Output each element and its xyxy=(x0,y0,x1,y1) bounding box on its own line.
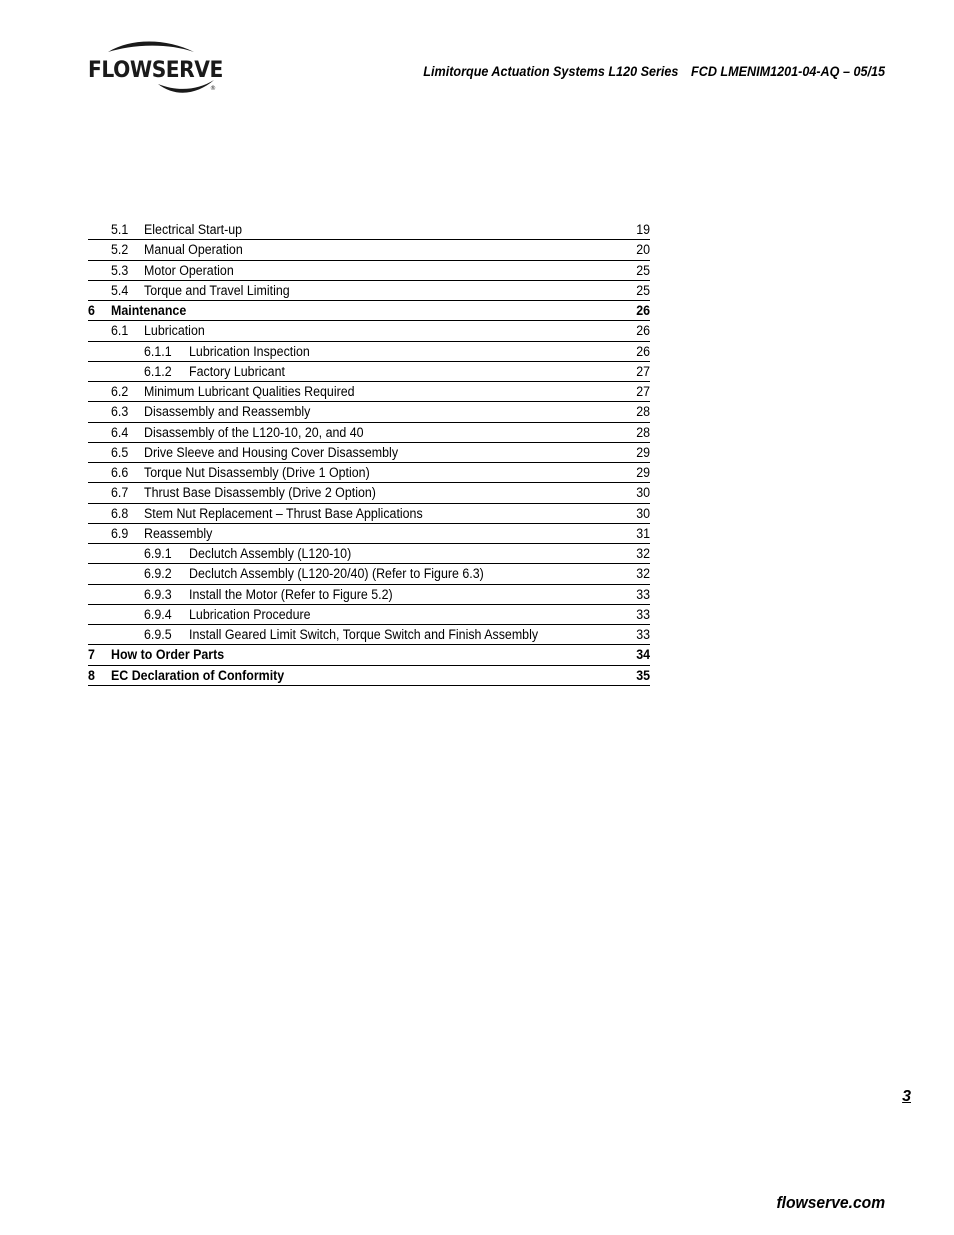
toc-entry-title-text: EC Declaration of Conformity xyxy=(111,667,285,683)
toc-entry[interactable] xyxy=(88,585,650,605)
toc-entry-page-text: 27 xyxy=(636,384,650,399)
toc-entry-num-text: 6.9.5 xyxy=(144,627,172,642)
toc-entry-num-text: 5.3 xyxy=(111,262,129,278)
toc-entry-title-text: Install the Motor (Refer to Figure 5.2) xyxy=(189,586,393,602)
toc-entry-page xyxy=(635,504,650,523)
toc-entry-num-text: 6.7 xyxy=(111,485,129,501)
toc-entry-page xyxy=(635,625,650,644)
toc-entry-title-text: Lubrication Procedure xyxy=(189,606,311,622)
toc-entry-page xyxy=(635,645,650,664)
toc-entry-page-text: 29 xyxy=(636,444,650,460)
page-number: 3 xyxy=(902,1088,911,1105)
toc-entry-title xyxy=(144,321,210,340)
toc-entry-page xyxy=(635,423,650,442)
toc-entry-page-text: 26 xyxy=(636,323,650,339)
toc-entry-page-text: 32 xyxy=(636,566,650,582)
toc-entry[interactable] xyxy=(88,220,650,240)
toc-entry-num xyxy=(111,382,130,401)
toc-entry-page-text: 34 xyxy=(636,647,650,663)
toc-entry-num xyxy=(111,240,130,259)
toc-entry-title-text: Disassembly of the L120-10, 20, and 40 xyxy=(144,424,364,440)
document-series-title: Limitorque Actuation Systems L120 Series xyxy=(423,63,679,79)
toc-entry-title-text: Torque and Travel Limiting xyxy=(144,282,290,298)
toc-entry-page-text: 28 xyxy=(636,424,650,440)
toc-entry-num-text: 5.2 xyxy=(111,242,129,258)
toc-entry-title xyxy=(144,220,251,239)
toc-entry-page-text: 26 xyxy=(636,303,650,318)
toc-entry-title-text: Lubrication Inspection xyxy=(189,343,310,359)
toc-entry-title-text: Factory Lubricant xyxy=(189,363,285,379)
toc-entry-title xyxy=(144,423,383,442)
toc-entry[interactable] xyxy=(88,463,650,483)
toc-entry-title xyxy=(189,342,320,361)
toc-entry-title xyxy=(189,585,410,604)
document-code: FCD LMENIM1201-04-AQ – 05/15 xyxy=(691,63,885,79)
toc-entry-num-text: 7 xyxy=(88,647,95,663)
toc-entry-page-text: 19 xyxy=(636,222,650,237)
toc-entry-title-text: Maintenance xyxy=(111,303,187,318)
toc-entry-num-text: 8 xyxy=(88,667,95,683)
toc-entry[interactable] xyxy=(88,524,650,544)
toc-entry-num xyxy=(144,564,174,583)
toc-entry-page xyxy=(635,483,650,502)
toc-entry-title xyxy=(144,524,218,543)
toc-entry-title xyxy=(144,463,389,482)
toc-entry-title xyxy=(144,240,251,259)
toc-entry-title xyxy=(144,504,447,523)
toc-entry-title-text: Stem Nut Replacement – Thrust Base Applications xyxy=(144,505,423,521)
toc-entry-page-text: 27 xyxy=(636,363,650,379)
toc-entry-page-text: 33 xyxy=(636,586,650,602)
toc-entry-num-text: 6.2 xyxy=(111,384,129,399)
toc-entry-num-text: 6.9.4 xyxy=(144,606,172,622)
table-of-contents xyxy=(88,220,650,686)
toc-entry-title-text: Reassembly xyxy=(144,525,213,541)
toc-entry-page-text: 25 xyxy=(636,262,650,278)
toc-entry[interactable] xyxy=(88,544,650,564)
toc-entry-num xyxy=(111,504,130,523)
toc-entry-num xyxy=(111,443,130,462)
toc-entry-page-text: 30 xyxy=(636,485,650,501)
toc-entry-num xyxy=(144,362,174,381)
toc-entry-page-text: 25 xyxy=(636,282,650,298)
toc-entry-page xyxy=(635,402,650,421)
toc-entry-title xyxy=(189,362,293,381)
toc-entry-page xyxy=(635,220,650,239)
logo-wordmark: FLOWSERVE xyxy=(88,58,223,83)
toc-entry-num-text: 6.1 xyxy=(111,323,129,339)
toc-entry-page-text: 33 xyxy=(636,627,650,642)
toc-entry-num-text: 6.1.1 xyxy=(144,343,172,359)
toc-entry-title-text: Declutch Assembly (L120-20/40) (Refer to Figure 6.3) xyxy=(189,566,484,582)
toc-entry-page xyxy=(635,382,650,401)
toc-entry-title-text: Motor Operation xyxy=(144,262,234,278)
toc-entry-title xyxy=(189,544,365,563)
toc-entry-num xyxy=(144,625,174,644)
toc-entry-num xyxy=(111,483,130,502)
toc-entry-page xyxy=(635,443,650,462)
toc-entry-page xyxy=(635,666,650,685)
toc-entry-num xyxy=(144,342,174,361)
toc-entry[interactable] xyxy=(88,625,650,645)
toc-entry-page-text: 28 xyxy=(636,404,650,420)
toc-entry[interactable] xyxy=(88,240,650,260)
toc-entry-num-text: 6.1.2 xyxy=(144,363,172,379)
toc-entry-num-text: 6.8 xyxy=(111,505,129,521)
toc-entry-page xyxy=(635,321,650,340)
toc-entry[interactable] xyxy=(88,645,650,665)
toc-entry-title-text: Minimum Lubricant Qualities Required xyxy=(144,384,355,399)
toc-entry-num xyxy=(144,544,174,563)
toc-entry-title xyxy=(144,402,325,421)
toc-entry-num xyxy=(111,220,130,239)
toc-entry[interactable] xyxy=(88,342,650,362)
toc-entry-num xyxy=(111,402,130,421)
toc-entry[interactable] xyxy=(88,666,650,686)
toc-entry[interactable] xyxy=(88,443,650,463)
toc-entry-num-text: 6.6 xyxy=(111,465,129,480)
toc-entry-page xyxy=(635,463,650,482)
toc-entry-page xyxy=(635,544,650,563)
toc-entry-page-text: 33 xyxy=(636,606,650,622)
toc-entry[interactable] xyxy=(88,321,650,341)
toc-entry-num xyxy=(111,463,130,482)
header-title xyxy=(423,63,885,79)
toc-entry-page xyxy=(635,564,650,583)
toc-entry-title xyxy=(111,301,193,320)
toc-entry[interactable] xyxy=(88,605,650,625)
toc-entry-title xyxy=(111,666,299,685)
toc-entry[interactable] xyxy=(88,382,650,402)
toc-entry-page-text: 29 xyxy=(636,465,650,480)
toc-entry[interactable] xyxy=(88,402,650,422)
toc-entry-num xyxy=(111,281,130,300)
toc-entry-num-text: 6.3 xyxy=(111,404,129,420)
toc-entry-title-text: Manual Operation xyxy=(144,242,243,258)
toc-entry-page-text: 30 xyxy=(636,505,650,521)
toc-entry-title-text: Electrical Start-up xyxy=(144,222,243,237)
toc-entry[interactable] xyxy=(88,362,650,382)
toc-entry-page xyxy=(635,261,650,280)
toc-entry-num xyxy=(144,605,174,624)
toc-entry-num-text: 6.9.1 xyxy=(144,546,172,561)
toc-entry[interactable] xyxy=(88,261,650,281)
toc-entry[interactable] xyxy=(88,504,650,524)
toc-entry-title xyxy=(144,382,373,401)
toc-entry-title-text: Drive Sleeve and Housing Cover Disassembly xyxy=(144,444,399,460)
toc-entry-title-text: Disassembly and Reassembly xyxy=(144,404,311,420)
toc-entry-title-text: Install Geared Limit Switch, Torque Switch and Finish Assembly xyxy=(189,627,539,642)
toc-entry-num xyxy=(144,585,174,604)
toc-entry-title xyxy=(189,605,321,624)
toc-entry-page xyxy=(635,301,650,320)
toc-entry-title xyxy=(144,443,420,462)
toc-entry[interactable] xyxy=(88,564,650,584)
toc-entry-num-text: 6.4 xyxy=(111,424,129,440)
toc-entry-page xyxy=(635,240,650,259)
toc-entry-title-text: How to Order Parts xyxy=(111,647,225,663)
toc-entry-page-text: 32 xyxy=(636,546,650,561)
toc-entry-num xyxy=(111,524,130,543)
toc-entry-page-text: 31 xyxy=(636,525,650,541)
toc-entry-title-text: Lubrication xyxy=(144,323,205,339)
toc-entry-page-text: 26 xyxy=(636,343,650,359)
toc-entry-num xyxy=(111,423,130,442)
toc-entry-num xyxy=(111,261,130,280)
toc-entry-num-text: 6.9 xyxy=(111,525,129,541)
footer-website-url[interactable]: flowserve.com xyxy=(776,1193,885,1212)
toc-entry-num xyxy=(111,321,130,340)
flowserve-logo xyxy=(86,40,226,98)
toc-entry-num-text: 6.9.3 xyxy=(144,586,172,602)
toc-entry-title xyxy=(111,645,234,664)
toc-entry-num-text: 6.5 xyxy=(111,444,129,460)
toc-entry[interactable] xyxy=(88,423,650,443)
toc-entry-title xyxy=(189,625,568,644)
toc-entry[interactable] xyxy=(88,301,650,321)
toc-entry-page xyxy=(635,585,650,604)
toc-entry-title xyxy=(144,483,396,502)
toc-entry[interactable] xyxy=(88,281,650,301)
toc-entry-num xyxy=(88,645,96,664)
toc-entry-page xyxy=(635,524,650,543)
toc-entry-num-text: 6 xyxy=(88,303,95,318)
toc-entry-title-text: Torque Nut Disassembly (Drive 1 Option) xyxy=(144,465,370,480)
toc-entry-num xyxy=(88,666,96,685)
toc-entry-title xyxy=(144,281,302,300)
toc-entry-page-text: 20 xyxy=(636,242,650,258)
toc-entry-num-text: 5.4 xyxy=(111,282,129,298)
toc-entry-title-text: Declutch Assembly (L120-10) xyxy=(189,546,352,561)
toc-entry-title xyxy=(189,564,509,583)
toc-entry[interactable] xyxy=(88,483,650,503)
toc-entry-title xyxy=(144,261,242,280)
svg-text:®: ® xyxy=(210,85,216,92)
toc-entry-title-text: Thrust Base Disassembly (Drive 2 Option) xyxy=(144,485,376,501)
toc-entry-page xyxy=(635,362,650,381)
toc-entry-num-text: 6.9.2 xyxy=(144,566,172,582)
toc-entry-page xyxy=(635,281,650,300)
toc-entry-page xyxy=(635,342,650,361)
toc-entry-page-text: 35 xyxy=(636,667,650,683)
toc-entry-num xyxy=(88,301,96,320)
toc-entry-num-text: 5.1 xyxy=(111,222,129,237)
toc-entry-page xyxy=(635,605,650,624)
